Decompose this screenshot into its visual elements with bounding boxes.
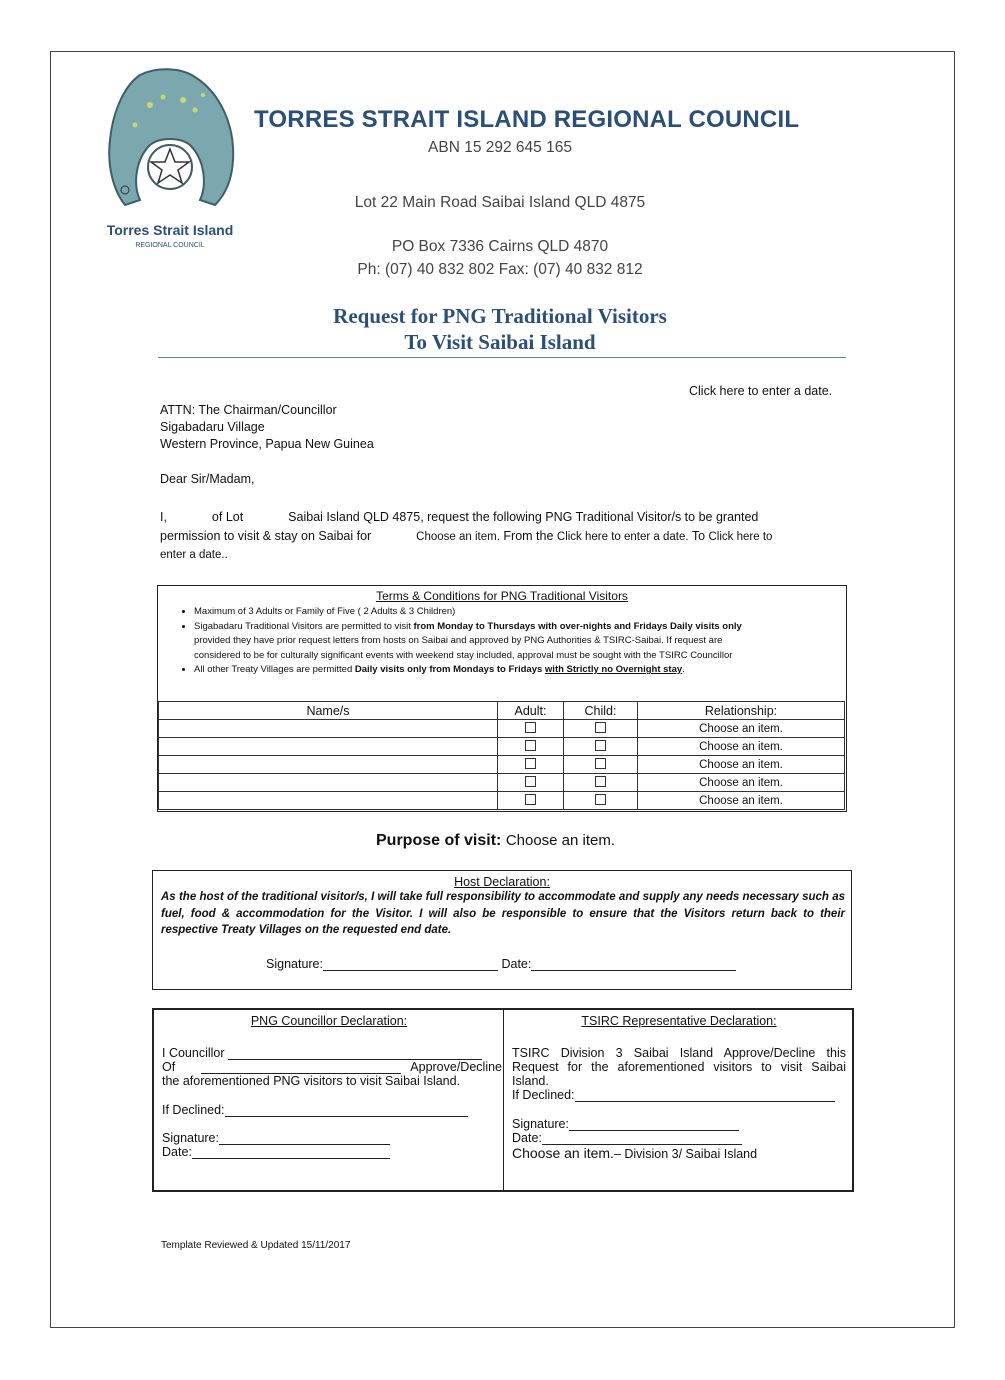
child-checkbox[interactable] — [595, 776, 606, 787]
terms-item-text: All other Treaty Villages are permitted — [194, 664, 355, 675]
terms-item-underline: with Strictly no Overnight stay — [544, 664, 683, 675]
tsirc-text-a: TSIRC Division 3 Saibai Island — [512, 1046, 724, 1060]
attn-line: ATTN: The Chairman/Councillor — [160, 403, 337, 417]
phone-fax: Ph: (07) 40 832 802 Fax: (07) 40 832 812 — [357, 261, 643, 278]
title-rule — [158, 357, 846, 358]
host-signature-field[interactable] — [323, 956, 498, 971]
from-date-field[interactable]: Click here to enter a date. — [556, 531, 689, 543]
child-cell — [564, 720, 638, 738]
abn: ABN 15 292 645 165 — [428, 139, 572, 156]
address-line-2: PO Box 7336 Cairns QLD 4870 — [391, 238, 609, 255]
request-i: I, — [160, 510, 167, 524]
tsirc-date-label: Date: — [512, 1131, 542, 1145]
col-header-name: Name/s — [159, 702, 498, 720]
council-logo-graphic — [95, 65, 245, 260]
host-signature-row — [266, 956, 736, 971]
name-cell[interactable] — [159, 738, 498, 756]
province-line: Western Province, Papua New Guinea — [160, 437, 374, 451]
tsirc-signature-row — [512, 1117, 846, 1131]
request-line-1 — [160, 510, 844, 524]
date-picker-field[interactable]: Click here to enter a date. — [689, 384, 833, 398]
adult-cell — [498, 738, 564, 756]
child-cell — [564, 792, 638, 810]
child-checkbox[interactable] — [595, 758, 606, 769]
tsirc-declined-label: If Declined: — [512, 1088, 575, 1102]
png-councillor-row — [162, 1046, 496, 1060]
name-cell[interactable] — [159, 792, 498, 810]
child-checkbox[interactable] — [595, 794, 606, 805]
table-row — [159, 756, 845, 774]
logo-text-2: REGIONAL COUNCIL — [135, 242, 205, 249]
declarations-box — [152, 1008, 854, 1192]
from-label: From the — [499, 529, 557, 543]
request-permission: permission to visit & stay on Saibai for — [160, 529, 372, 543]
adult-cell — [498, 720, 564, 738]
tsirc-declined-field[interactable] — [575, 1088, 835, 1102]
host-heading: Host Declaration: — [454, 875, 550, 889]
village-field[interactable] — [201, 1060, 401, 1074]
tsirc-footer-row — [512, 1145, 846, 1161]
host-text: As the host of the traditional visitor/s, I will take full responsibility to accommodate and supply any needs necessary such as fuel, food & accommodation for the Visitor. I will also be responsible to ensure that the Visitors return back to their respective Treaty Villages on the requested end date. — [161, 891, 845, 936]
tsirc-section — [512, 1010, 846, 1161]
terms-list — [158, 605, 846, 678]
request-line-2 — [160, 529, 850, 543]
tsirc-text — [512, 1046, 846, 1088]
to-date-field[interactable]: Click here to — [708, 531, 773, 543]
terms-item-text: . — [682, 664, 685, 675]
png-signature-label: Signature: — [162, 1131, 219, 1145]
address-line-1: Lot 22 Main Road Saibai Island QLD 4875 — [354, 194, 646, 211]
request-line-3[interactable]: enter a date.. — [160, 549, 228, 561]
tsirc-approve-decline[interactable]: Approve/Decline — [723, 1046, 816, 1060]
request-text: Saibai Island QLD 4875, request the following PNG Traditional Visitor/s to be granted — [288, 510, 759, 524]
png-heading: PNG Councillor Declaration: — [250, 1014, 408, 1028]
child-checkbox[interactable] — [595, 722, 606, 733]
name-cell[interactable] — [159, 720, 498, 738]
relationship-dropdown[interactable]: Choose an item. — [638, 720, 845, 738]
png-date-row — [162, 1145, 496, 1159]
host-declaration-box — [152, 870, 852, 990]
name-cell[interactable] — [159, 756, 498, 774]
child-cell — [564, 756, 638, 774]
village-line: Sigabadaru Village — [160, 420, 265, 434]
purpose-label: Purpose of visit: — [376, 832, 502, 849]
png-signature-field[interactable] — [219, 1131, 390, 1145]
terms-box — [157, 585, 847, 812]
template-note: Template Reviewed & Updated 15/11/2017 — [161, 1240, 351, 1251]
adult-cell — [498, 756, 564, 774]
png-date-label: Date: — [162, 1145, 192, 1159]
relationship-dropdown[interactable]: Choose an item. — [638, 738, 845, 756]
table-row — [159, 774, 845, 792]
png-councillor-label: I Councillor — [162, 1046, 225, 1060]
form-title-line-2: To Visit Saibai Island — [404, 330, 596, 354]
purpose-dropdown[interactable]: Choose an item. — [505, 832, 616, 849]
png-date-field[interactable] — [192, 1145, 390, 1159]
salutation: Dear Sir/Madam, — [160, 472, 255, 486]
relationship-dropdown[interactable]: Choose an item. — [638, 756, 845, 774]
host-date-label: Date: — [501, 957, 532, 971]
terms-heading: Terms & Conditions for PNG Traditional Visitors — [376, 589, 628, 603]
tsirc-declined-row — [512, 1088, 846, 1102]
terms-item — [194, 620, 846, 664]
tsirc-division-text: – Division 3/ Saibai Island — [613, 1147, 758, 1161]
adult-checkbox[interactable] — [525, 758, 536, 769]
tsirc-date-field[interactable] — [542, 1131, 742, 1145]
host-signature-label: Signature: — [266, 957, 323, 971]
council-logo — [95, 65, 245, 260]
png-text: the aforementioned PNG visitors to visit Saibai Island. — [162, 1074, 461, 1088]
terms-item-text: provided they have prior request letters from hosts on Saibai and approved by PNG Authorities & TSIRC-Saibai. If request are — [194, 635, 723, 646]
png-of-label: Of — [162, 1060, 176, 1074]
col-header-relationship: Relationship: — [638, 702, 845, 720]
adult-cell — [498, 792, 564, 810]
tsirc-heading: TSIRC Representative Declaration: — [581, 1014, 777, 1028]
logo-text-1: Torres Strait Island — [106, 222, 234, 238]
adult-checkbox[interactable] — [525, 740, 536, 751]
png-approve-decline[interactable]: Approve/Decline — [410, 1060, 502, 1074]
relationship-dropdown[interactable]: Choose an item. — [638, 774, 845, 792]
png-declined-label: If Declined: — [162, 1103, 225, 1117]
terms-item-text: considered to be for culturally significant events with weekend stay included, approval must be sought with the TSIRC Councillor — [194, 649, 733, 661]
png-of-row — [162, 1060, 502, 1074]
col-header-child: Child: — [564, 702, 638, 720]
terms-item-bold: from Monday to Thursdays with over-nights and Fridays Daily visits only — [413, 620, 742, 632]
col-header-adult: Adult: — [498, 702, 564, 720]
table-row — [159, 720, 845, 738]
terms-item — [194, 605, 846, 620]
to-label: To — [688, 529, 709, 543]
request-of-lot: of Lot — [211, 510, 244, 524]
adult-checkbox[interactable] — [525, 794, 536, 805]
terms-item-text: Sigabadaru Traditional Visitors are permitted to visit — [194, 620, 414, 632]
table-row — [159, 792, 845, 810]
terms-item-text: Maximum of 3 Adults or Family of Five ( 2 Adults & 3 Children) — [194, 606, 456, 617]
councillor-name-field[interactable] — [228, 1046, 482, 1060]
child-cell — [564, 738, 638, 756]
adult-cell — [498, 774, 564, 792]
visitors-table — [158, 701, 845, 810]
duration-dropdown[interactable]: Choose an item. — [416, 531, 500, 543]
tsirc-text-c: this Request for the aforementioned visitors to visit Saibai Island. — [512, 1046, 846, 1088]
table-row — [159, 738, 845, 756]
png-declined-field[interactable] — [225, 1103, 468, 1117]
host-date-field[interactable] — [531, 956, 736, 971]
png-declined-row — [162, 1103, 496, 1117]
tsirc-date-row — [512, 1131, 846, 1145]
tsirc-signature-field[interactable] — [569, 1117, 739, 1131]
org-name: TORRES STRAIT ISLAND REGIONAL COUNCIL — [254, 106, 800, 133]
adult-checkbox[interactable] — [525, 722, 536, 733]
adult-checkbox[interactable] — [525, 776, 536, 787]
png-councillor-section — [162, 1010, 502, 1159]
declarations-divider — [503, 1010, 504, 1190]
purpose-row — [376, 832, 615, 850]
terms-item — [194, 663, 846, 678]
relationship-dropdown[interactable]: Choose an item. — [638, 792, 845, 810]
child-checkbox[interactable] — [595, 740, 606, 751]
child-cell — [564, 774, 638, 792]
form-title-line-1: Request for PNG Traditional Visitors — [333, 304, 667, 328]
tsirc-choose-dropdown[interactable]: Choose an item. — [512, 1145, 614, 1161]
terms-item-bold: Daily visits only from Mondays to Fridays — [354, 664, 545, 675]
name-cell[interactable] — [159, 774, 498, 792]
png-signature-row — [162, 1131, 496, 1145]
tsirc-signature-label: Signature: — [512, 1117, 569, 1131]
